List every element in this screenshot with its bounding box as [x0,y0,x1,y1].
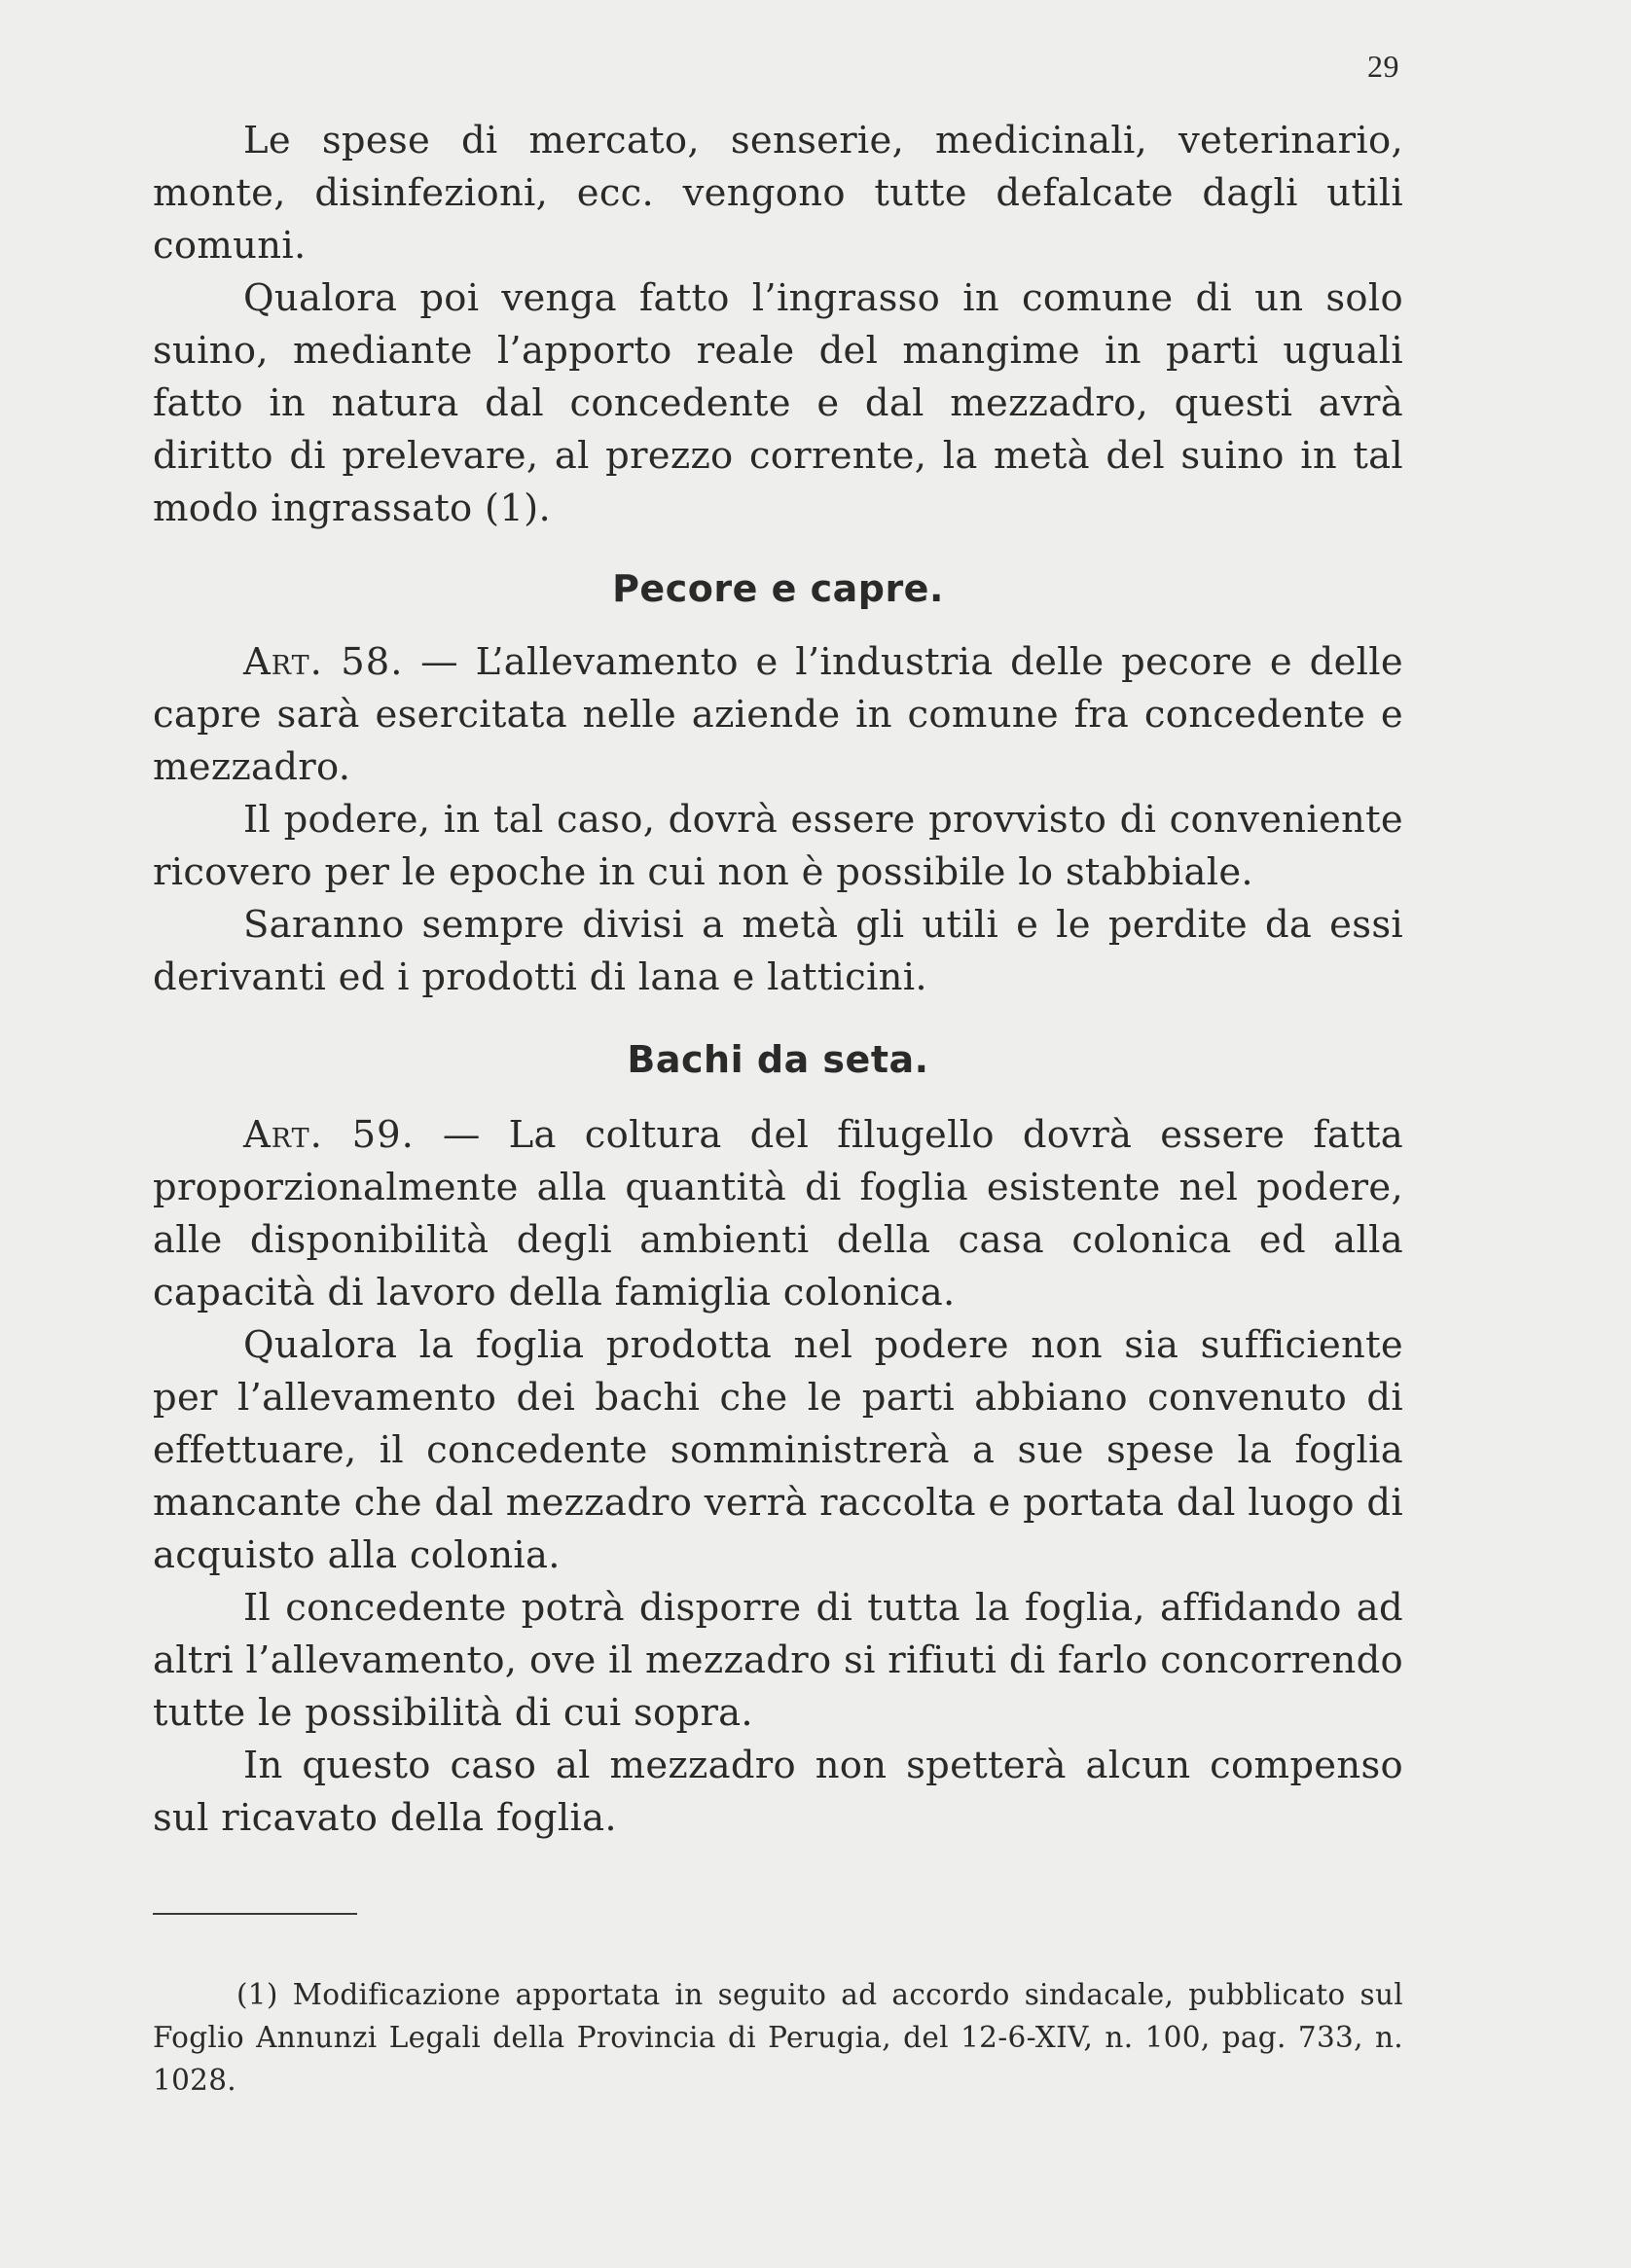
footnote-text: (1) Modificazione apportata in seguito ad accordo sindacale, pubblicato sul Foglio Annunzi Legali della Provincia di Perugia, del 12-6-XIV, n. 100, pag. 733, n. 1028. [153,1978,1403,2097]
article-label: Art. 58. [243,640,404,684]
paragraph: Il podere, in tal caso, dovrà essere provvisto di conveniente ricovero per le epoche in cui non è possibile lo stabbiale. [153,798,1403,894]
article-58-paragraph [153,636,1403,794]
paragraph: Qualora poi venga fatto l’ingrasso in comune di un solo suino, mediante l’apporto reale del mangime in parti uguali fatto in natura dal concedente e dal mezzadro, questi avrà diritto di prelevare, al prezzo corrente, la metà del suino in tal modo ingrassato (1). [153,276,1403,530]
footnote [153,1973,1403,2102]
paragraph: Qualora la foglia prodotta nel podere non sia sufficiente per l’allevamento dei bachi che le parti abbiano convenuto di effettuare, il concedente somministrerà a sue spese la foglia mancante che dal mezzadro verrà raccolta e portata dal luogo di acquisto alla colonia. [153,1323,1403,1577]
section-heading-pecore: Pecore e capre. [612,567,944,610]
paragraph: In questo caso al mezzadro non spetterà alcun compenso sul ricavato della foglia. [153,1744,1403,1840]
paragraph: Il concedente potrà disporre di tutta la foglia, affidando ad altri l’allevamento, ove il mezzadro si rifiuti di farlo concorrendo tutte le possibilità di cui sopra. [153,1586,1403,1735]
article-label: Art. 59. [243,1113,415,1157]
footnote-divider [153,1913,357,1915]
article-58-text: — L’allevamento e l’industria delle pecore e delle capre sarà esercitata nelle aziende in comune fra concedente e mezzadro. [153,640,1403,789]
section-heading-bachi: Bachi da seta. [627,1038,929,1081]
body-text [153,115,1403,1845]
article-59-text: — La coltura del filugello dovrà essere fatta proporzionalmente alla quantità di foglia esistente nel podere, alle disponibilità degli ambienti della casa colonica ed alla capacità di lavoro della famiglia colonica. [153,1113,1403,1314]
page-number: 29 [1367,49,1399,84]
paragraph: Saranno sempre divisi a metà gli utili e le perdite da essi derivanti ed i prodotti di lana e latticini. [153,903,1403,999]
article-59-paragraph [153,1109,1403,1319]
paragraph: Le spese di mercato, senserie, medicinali, veterinario, monte, disinfezioni, ecc. vengono tutte defalcate dagli utili comuni. [153,119,1403,268]
